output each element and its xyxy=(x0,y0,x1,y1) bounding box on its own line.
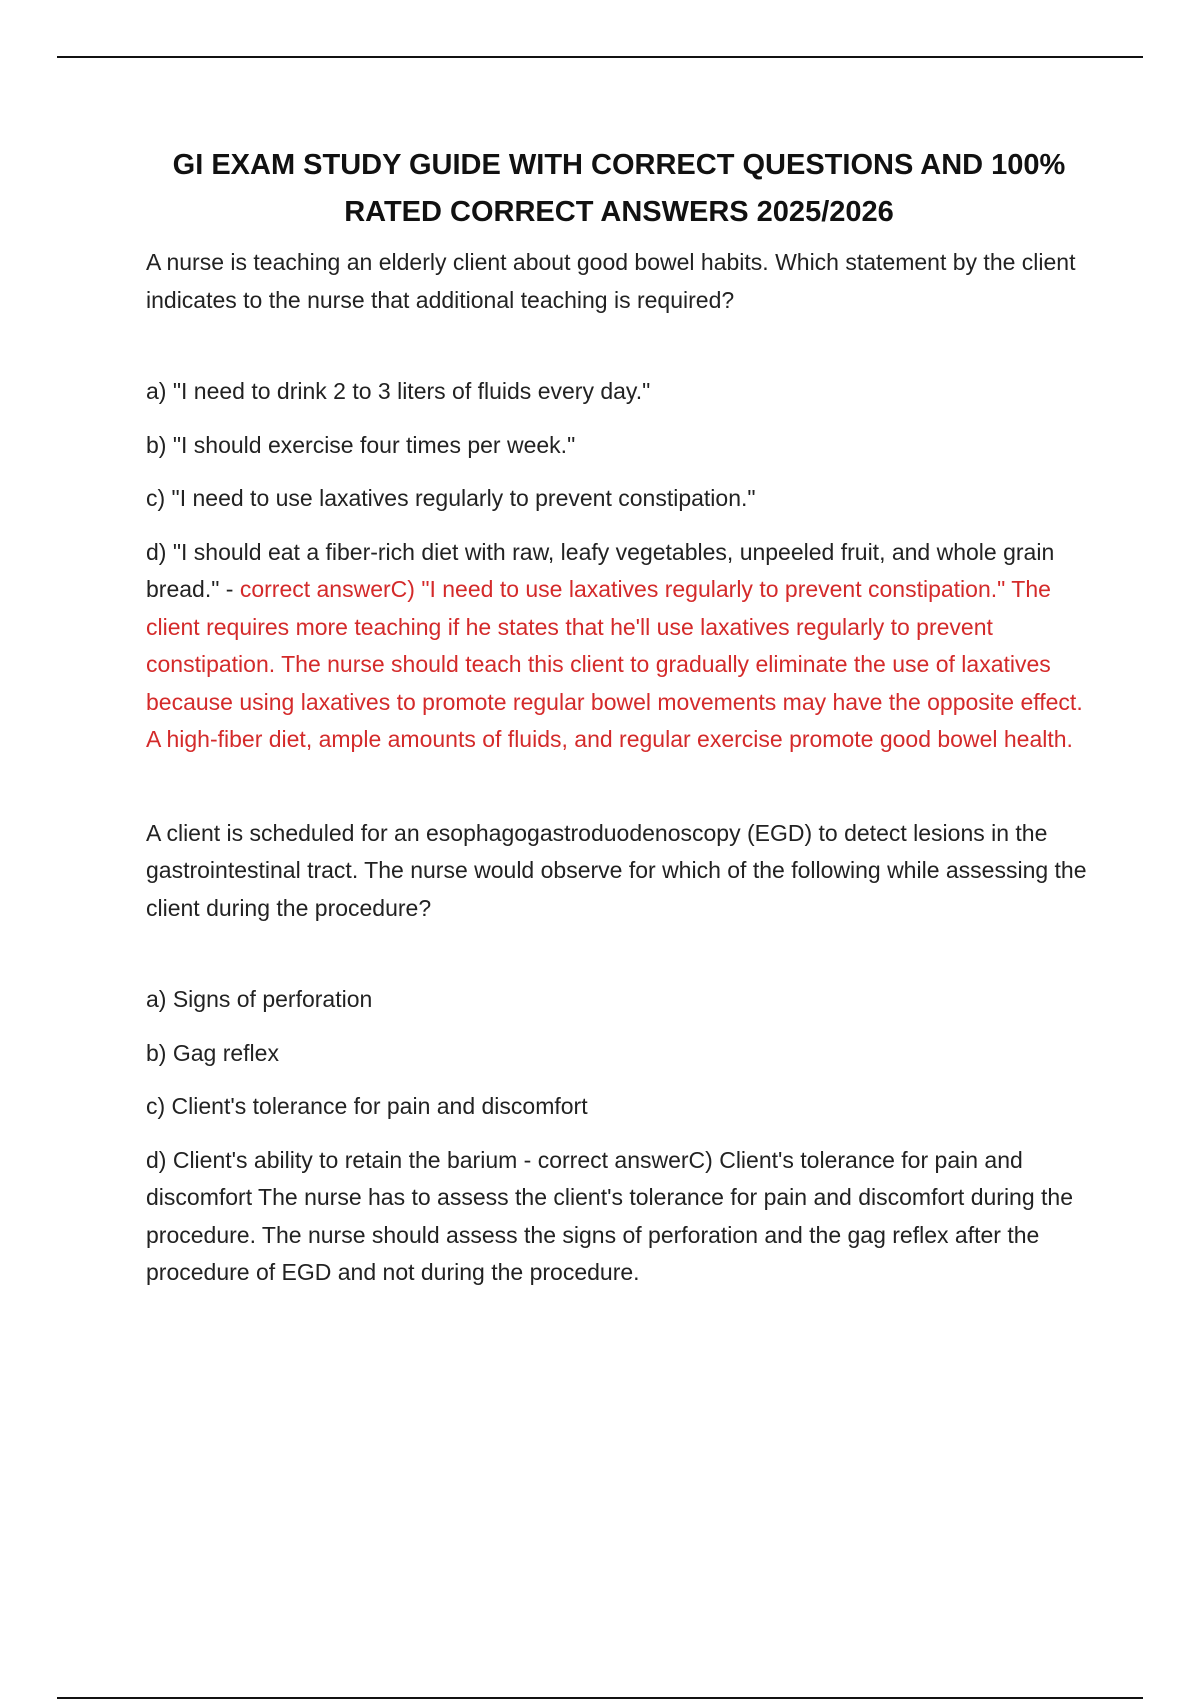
question-block-1 xyxy=(146,244,1092,759)
correct-answer-explanation: correct answerC) "I need to use laxatives regularly to prevent constipation." The client requires more teaching if he states that he'll use laxatives regularly to prevent constipation. The nurse should teach this client to gradually eliminate the use of laxatives because using laxatives to promote regular bowel movements may have the opposite effect. A high-fiber diet, ample amounts of fluids, and regular exercise promote good bowel health. xyxy=(146,576,1083,752)
question-text: A client is scheduled for an esophagogastroduodenoscopy (EGD) to detect lesions in the gastrointestinal tract. The nurse would observe for which of the following while assessing the client during the procedure? xyxy=(146,819,1087,921)
top-rule xyxy=(57,56,1143,58)
options-list xyxy=(146,981,1092,1292)
option-c: c) Client's tolerance for pain and discomfort xyxy=(146,1093,588,1119)
option-d-text: d) "I should eat a fiber-rich diet with raw, leafy vegetables, unpeeled fruit, and whole grain bread." - xyxy=(146,538,1055,602)
question-text: A nurse is teaching an elderly client about good bowel habits. Which statement by the client indicates to the nurse that additional teaching is required? xyxy=(146,249,1076,313)
option-d-with-answer: d) Client's ability to retain the barium - correct answerC) Client's tolerance for pain and discomfort The nurse has to assess the client's tolerance for pain and discomfort during the procedure. The nurse should assess the signs of perforation and the gag reflex after the procedure of EGD and not during the procedure. xyxy=(146,1146,1074,1285)
option-a: a) "I need to drink 2 to 3 liters of fluids every day." xyxy=(146,378,651,404)
option-b: b) Gag reflex xyxy=(146,1039,279,1066)
bottom-rule xyxy=(57,1697,1143,1699)
option-b: b) "I should exercise four times per week." xyxy=(146,431,576,458)
page-title: GI EXAM STUDY GUIDE WITH CORRECT QUESTIONS AND 100% RATED CORRECT ANSWERS 2025/2026 xyxy=(172,149,1066,228)
option-a: a) Signs of perforation xyxy=(146,986,373,1012)
options-list xyxy=(146,373,1092,759)
option-d xyxy=(146,534,1092,759)
question-block-2 xyxy=(146,815,1092,1292)
document-body xyxy=(146,142,1092,1308)
option-c: c) "I need to use laxatives regularly to prevent constipation." xyxy=(146,485,756,511)
